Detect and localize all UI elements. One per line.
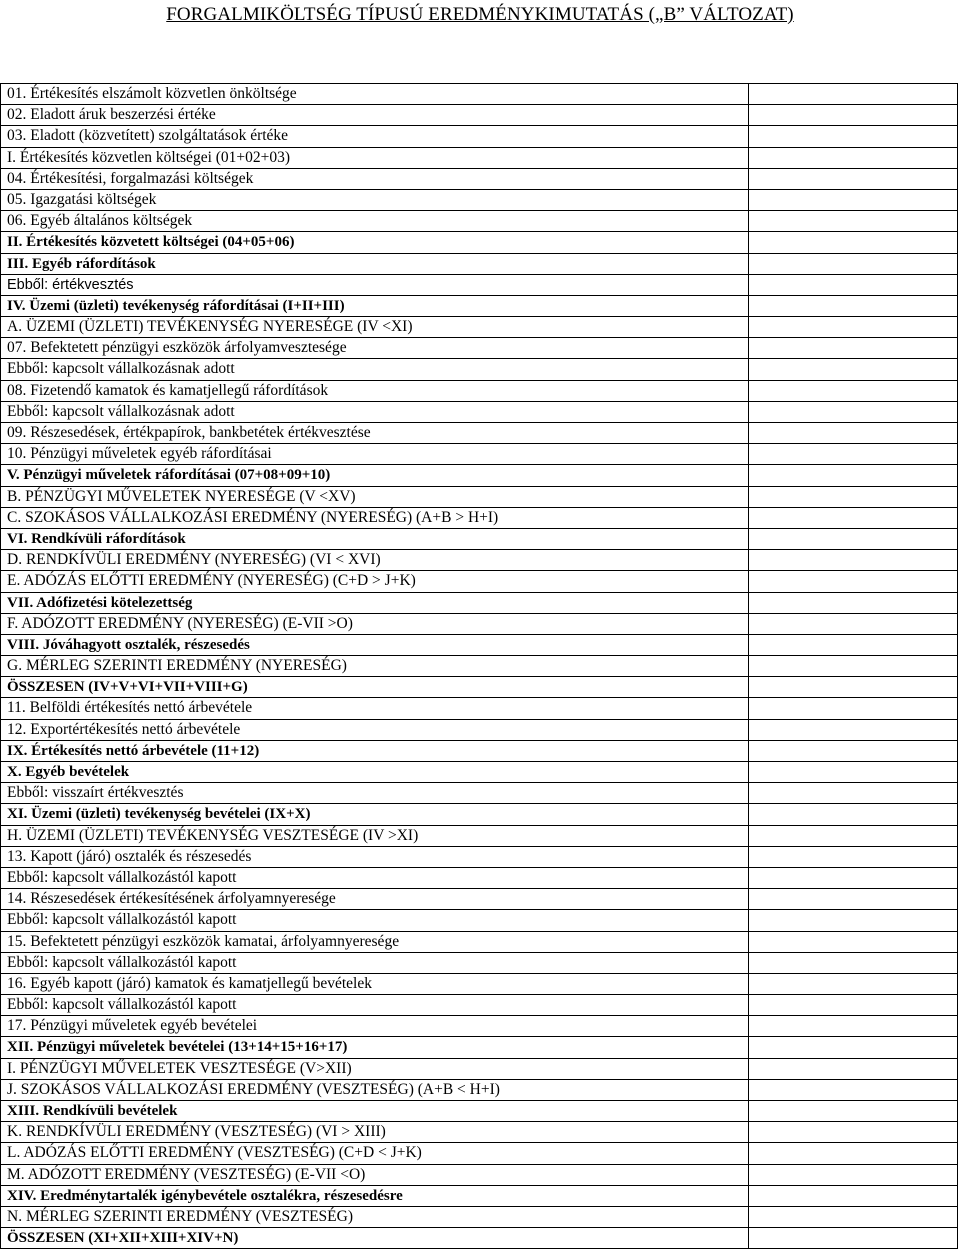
row-value-cell[interactable] bbox=[749, 741, 957, 761]
table-row bbox=[1, 254, 957, 275]
row-value-cell[interactable] bbox=[749, 656, 957, 676]
row-value-cell[interactable] bbox=[749, 190, 957, 210]
row-label: 12. Exportértékesítés nettó árbevétele bbox=[1, 720, 749, 740]
row-value-cell[interactable] bbox=[749, 508, 957, 528]
row-label: 08. Fizetendő kamatok és kamatjellegű ráfordítások bbox=[1, 381, 749, 401]
row-value-cell[interactable] bbox=[749, 296, 957, 316]
table-row bbox=[1, 614, 957, 635]
table-row bbox=[1, 1101, 957, 1122]
row-value-cell[interactable] bbox=[749, 148, 957, 168]
row-label: Ebből: értékvesztés bbox=[1, 275, 749, 295]
row-value-cell[interactable] bbox=[749, 126, 957, 146]
row-value-cell[interactable] bbox=[749, 889, 957, 909]
row-label: Ebből: kapcsolt vállalkozástól kapott bbox=[1, 953, 749, 973]
table-row bbox=[1, 910, 957, 931]
row-value-cell[interactable] bbox=[749, 910, 957, 930]
table-row bbox=[1, 1016, 957, 1037]
row-value-cell[interactable] bbox=[749, 953, 957, 973]
row-value-cell[interactable] bbox=[749, 720, 957, 740]
table-row bbox=[1, 868, 957, 889]
table-row bbox=[1, 635, 957, 656]
row-value-cell[interactable] bbox=[749, 571, 957, 591]
table-row bbox=[1, 804, 957, 825]
row-label: XI. Üzemi (üzleti) tevékenység bevételei (IX+X) bbox=[1, 804, 749, 824]
row-value-cell[interactable] bbox=[749, 84, 957, 104]
row-value-cell[interactable] bbox=[749, 232, 957, 252]
row-label: M. ADÓZOTT EREDMÉNY (VESZTESÉG) (E-VII <O) bbox=[1, 1165, 749, 1185]
table-row bbox=[1, 1080, 957, 1101]
table-row bbox=[1, 275, 957, 296]
row-value-cell[interactable] bbox=[749, 1037, 957, 1057]
table-row bbox=[1, 126, 957, 147]
row-value-cell[interactable] bbox=[749, 211, 957, 231]
table-row bbox=[1, 1143, 957, 1164]
row-value-cell[interactable] bbox=[749, 868, 957, 888]
table-row bbox=[1, 211, 957, 232]
table-row bbox=[1, 826, 957, 847]
row-label: G. MÉRLEG SZERINTI EREDMÉNY (NYERESÉG) bbox=[1, 656, 749, 676]
table-row bbox=[1, 232, 957, 253]
table-row bbox=[1, 593, 957, 614]
row-label: 05. Igazgatási költségek bbox=[1, 190, 749, 210]
table-row bbox=[1, 359, 957, 380]
row-label: 06. Egyéb általános költségek bbox=[1, 211, 749, 231]
table-row bbox=[1, 762, 957, 783]
row-label: H. ÜZEMI (ÜZLETI) TEVÉKENYSÉG VESZTESÉGE (IV >XI) bbox=[1, 826, 749, 846]
table-row bbox=[1, 571, 957, 592]
row-value-cell[interactable] bbox=[749, 995, 957, 1015]
row-label: Ebből: kapcsolt vállalkozástól kapott bbox=[1, 995, 749, 1015]
table-row bbox=[1, 508, 957, 529]
row-label: ÖSSZESEN (IV+V+VI+VII+VIII+G) bbox=[1, 677, 749, 697]
row-label: 02. Eladott áruk beszerzési értéke bbox=[1, 105, 749, 125]
row-label: 04. Értékesítési, forgalmazási költségek bbox=[1, 169, 749, 189]
row-value-cell[interactable] bbox=[749, 381, 957, 401]
row-value-cell[interactable] bbox=[749, 677, 957, 697]
row-value-cell[interactable] bbox=[749, 1143, 957, 1163]
row-label: Ebből: kapcsolt vállalkozástól kapott bbox=[1, 868, 749, 888]
row-label: A. ÜZEMI (ÜZLETI) TEVÉKENYSÉG NYERESÉGE (IV <XI) bbox=[1, 317, 749, 337]
row-label: VI. Rendkívüli ráfordítások bbox=[1, 529, 749, 549]
row-value-cell[interactable] bbox=[749, 275, 957, 295]
row-value-cell[interactable] bbox=[749, 635, 957, 655]
row-value-cell[interactable] bbox=[749, 1186, 957, 1206]
row-label: XIII. Rendkívüli bevételek bbox=[1, 1101, 749, 1121]
row-value-cell[interactable] bbox=[749, 1101, 957, 1121]
row-label: Ebből: visszaírt értékvesztés bbox=[1, 783, 749, 803]
row-label: 07. Befektetett pénzügyi eszközök árfolyamvesztesége bbox=[1, 338, 749, 358]
row-value-cell[interactable] bbox=[749, 465, 957, 485]
table-row bbox=[1, 995, 957, 1016]
table-row bbox=[1, 953, 957, 974]
row-value-cell[interactable] bbox=[749, 169, 957, 189]
row-label: VIII. Jóváhagyott osztalék, részesedés bbox=[1, 635, 749, 655]
table-row bbox=[1, 698, 957, 719]
table-row bbox=[1, 190, 957, 211]
table-row bbox=[1, 296, 957, 317]
table-row bbox=[1, 1186, 957, 1207]
table-row bbox=[1, 465, 957, 486]
row-value-cell[interactable] bbox=[749, 1122, 957, 1142]
table-row bbox=[1, 720, 957, 741]
table-row bbox=[1, 169, 957, 190]
row-label: II. Értékesítés közvetett költségei (04+05+06) bbox=[1, 232, 749, 252]
row-label: D. RENDKÍVÜLI EREDMÉNY (NYERESÉG) (VI < XVI) bbox=[1, 550, 749, 570]
row-label: C. SZOKÁSOS VÁLLALKOZÁSI EREDMÉNY (NYERESÉG) (A+B > H+I) bbox=[1, 508, 749, 528]
row-label: V. Pénzügyi műveletek ráfordításai (07+08+09+10) bbox=[1, 465, 749, 485]
table-row bbox=[1, 148, 957, 169]
row-value-cell[interactable] bbox=[749, 826, 957, 846]
row-label: Ebből: kapcsolt vállalkozásnak adott bbox=[1, 402, 749, 422]
table-row bbox=[1, 317, 957, 338]
row-value-cell[interactable] bbox=[749, 359, 957, 379]
row-label: 09. Részesedések, értékpapírok, bankbetétek értékvesztése bbox=[1, 423, 749, 443]
row-label: E. ADÓZÁS ELŐTTI EREDMÉNY (NYERESÉG) (C+D > J+K) bbox=[1, 571, 749, 591]
table-row bbox=[1, 932, 957, 953]
income-statement-table bbox=[0, 83, 958, 1249]
row-value-cell[interactable] bbox=[749, 762, 957, 782]
row-label: Ebből: kapcsolt vállalkozásnak adott bbox=[1, 359, 749, 379]
row-label: III. Egyéb ráfordítások bbox=[1, 254, 749, 274]
table-row bbox=[1, 1122, 957, 1143]
row-label: 16. Egyéb kapott (járó) kamatok és kamatjellegű bevételek bbox=[1, 974, 749, 994]
row-value-cell[interactable] bbox=[749, 317, 957, 337]
row-value-cell[interactable] bbox=[749, 1228, 957, 1248]
table-row bbox=[1, 741, 957, 762]
table-row bbox=[1, 1059, 957, 1080]
row-value-cell[interactable] bbox=[749, 698, 957, 718]
table-row bbox=[1, 550, 957, 571]
row-value-cell[interactable] bbox=[749, 402, 957, 422]
row-label: L. ADÓZÁS ELŐTTI EREDMÉNY (VESZTESÉG) (C+D < J+K) bbox=[1, 1143, 749, 1163]
row-value-cell[interactable] bbox=[749, 338, 957, 358]
row-label: Ebből: kapcsolt vállalkozástól kapott bbox=[1, 910, 749, 930]
row-label: IX. Értékesítés nettó árbevétele (11+12) bbox=[1, 741, 749, 761]
row-label: VII. Adófizetési kötelezettség bbox=[1, 593, 749, 613]
row-label: 10. Pénzügyi műveletek egyéb ráfordításai bbox=[1, 444, 749, 464]
row-label: XIV. Eredménytartalék igénybevétele osztalékra, részesedésre bbox=[1, 1186, 749, 1206]
row-label: XII. Pénzügyi műveletek bevételei (13+14+15+16+17) bbox=[1, 1037, 749, 1057]
table-row bbox=[1, 677, 957, 698]
table-row bbox=[1, 487, 957, 508]
row-value-cell[interactable] bbox=[749, 1165, 957, 1185]
row-value-cell[interactable] bbox=[749, 1207, 957, 1227]
table-row bbox=[1, 656, 957, 677]
row-value-cell[interactable] bbox=[749, 1059, 957, 1079]
row-label: N. MÉRLEG SZERINTI EREDMÉNY (VESZTESÉG) bbox=[1, 1207, 749, 1227]
table-row bbox=[1, 444, 957, 465]
row-label: 14. Részesedések értékesítésének árfolyamnyeresége bbox=[1, 889, 749, 909]
row-label: 15. Befektetett pénzügyi eszközök kamatai, árfolyamnyeresége bbox=[1, 932, 749, 952]
page-title: FORGALMIKÖLTSÉG TÍPUSÚ EREDMÉNYKIMUTATÁS („B” VÁLTOZAT) bbox=[166, 4, 794, 25]
table-row bbox=[1, 423, 957, 444]
table-row bbox=[1, 529, 957, 550]
table-row bbox=[1, 402, 957, 423]
table-row bbox=[1, 1037, 957, 1058]
table-row bbox=[1, 84, 957, 105]
row-label: I. Értékesítés közvetlen költségei (01+02+03) bbox=[1, 148, 749, 168]
row-value-cell[interactable] bbox=[749, 614, 957, 634]
row-label: X. Egyéb bevételek bbox=[1, 762, 749, 782]
row-label: 11. Belföldi értékesítés nettó árbevétele bbox=[1, 698, 749, 718]
table-row bbox=[1, 783, 957, 804]
row-label: 03. Eladott (közvetített) szolgáltatások értéke bbox=[1, 126, 749, 146]
row-value-cell[interactable] bbox=[749, 804, 957, 824]
row-label: B. PÉNZÜGYI MŰVELETEK NYERESÉGE (V <XV) bbox=[1, 487, 749, 507]
row-value-cell[interactable] bbox=[749, 550, 957, 570]
row-value-cell[interactable] bbox=[749, 529, 957, 549]
row-value-cell[interactable] bbox=[749, 1016, 957, 1036]
row-value-cell[interactable] bbox=[749, 1080, 957, 1100]
table-row bbox=[1, 889, 957, 910]
row-label: F. ADÓZOTT EREDMÉNY (NYERESÉG) (E-VII >O) bbox=[1, 614, 749, 634]
table-row bbox=[1, 1207, 957, 1228]
table-row bbox=[1, 381, 957, 402]
row-label: K. RENDKÍVÜLI EREDMÉNY (VESZTESÉG) (VI > XIII) bbox=[1, 1122, 749, 1142]
row-value-cell[interactable] bbox=[749, 444, 957, 464]
row-value-cell[interactable] bbox=[749, 974, 957, 994]
table-row bbox=[1, 974, 957, 995]
row-label: 13. Kapott (járó) osztalék és részesedés bbox=[1, 847, 749, 867]
table-row bbox=[1, 1228, 957, 1249]
row-value-cell[interactable] bbox=[749, 254, 957, 274]
table-row bbox=[1, 847, 957, 868]
row-label: IV. Üzemi (üzleti) tevékenység ráfordításai (I+II+III) bbox=[1, 296, 749, 316]
row-label: 17. Pénzügyi műveletek egyéb bevételei bbox=[1, 1016, 749, 1036]
row-label: ÖSSZESEN (XI+XII+XIII+XIV+N) bbox=[1, 1228, 749, 1248]
table-row bbox=[1, 1165, 957, 1186]
row-label: J. SZOKÁSOS VÁLLALKOZÁSI EREDMÉNY (VESZTESÉG) (A+B < H+I) bbox=[1, 1080, 749, 1100]
table-row bbox=[1, 338, 957, 359]
row-value-cell[interactable] bbox=[749, 932, 957, 952]
table-row bbox=[1, 105, 957, 126]
row-value-cell[interactable] bbox=[749, 593, 957, 613]
row-value-cell[interactable] bbox=[749, 487, 957, 507]
row-label: I. PÉNZÜGYI MŰVELETEK VESZTESÉGE (V>XII) bbox=[1, 1059, 749, 1079]
row-value-cell[interactable] bbox=[749, 105, 957, 125]
row-value-cell[interactable] bbox=[749, 783, 957, 803]
row-value-cell[interactable] bbox=[749, 847, 957, 867]
row-label: 01. Értékesítés elszámolt közvetlen önköltsége bbox=[1, 84, 749, 104]
row-value-cell[interactable] bbox=[749, 423, 957, 443]
